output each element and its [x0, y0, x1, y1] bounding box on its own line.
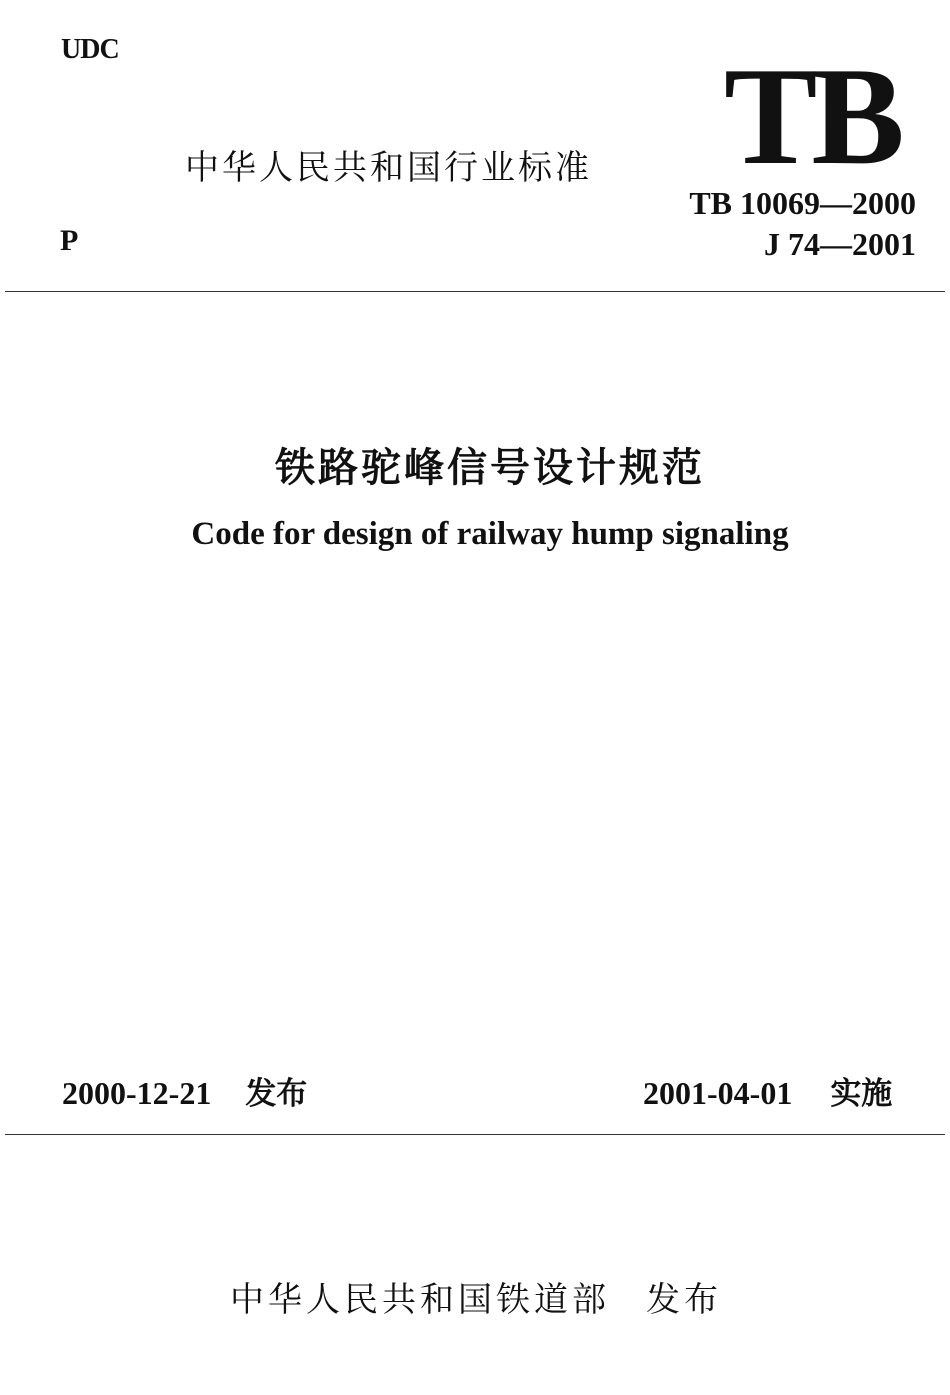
industry-standard-heading: 中华人民共和国行业标准: [185, 148, 592, 188]
standard-number: TB 10069—2000: [689, 185, 916, 221]
implement-date-line: [643, 1068, 892, 1113]
tb-logo: TB: [724, 39, 899, 194]
bottom-divider: [5, 1134, 945, 1135]
publisher-line: [230, 1272, 722, 1321]
document-title-chinese: 铁路驼峰信号设计规范: [275, 445, 705, 491]
issue-label: 发布: [245, 1076, 308, 1112]
publisher-action: 发布: [646, 1280, 722, 1320]
udc-label: UDC: [61, 34, 119, 65]
filing-number: J 74—2001: [764, 226, 916, 262]
issue-date: 2000-12-21: [62, 1075, 212, 1111]
classification-code: P: [60, 224, 79, 257]
publisher-name: 中华人民共和国铁道部: [230, 1280, 610, 1320]
implement-label: 实施: [830, 1076, 893, 1112]
implement-date: 2001-04-01: [643, 1075, 793, 1111]
document-title-english: Code for design of railway hump signaling: [191, 516, 789, 552]
top-divider: [5, 291, 945, 292]
issue-date-line: [62, 1068, 307, 1113]
